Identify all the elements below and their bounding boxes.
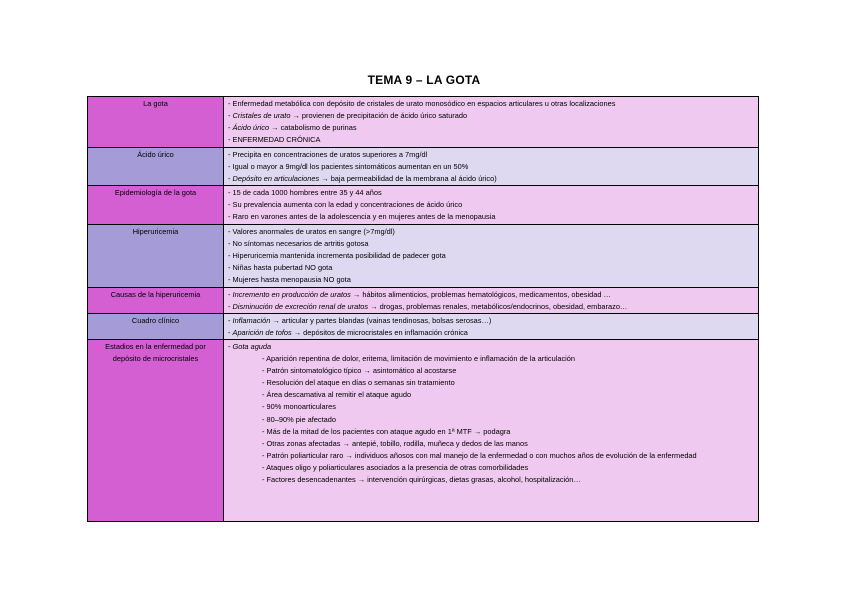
list-item: - Disminución de excreción renal de uratos → drogas, problemas renales, metabólicos/endocrinos, obesidad, embarazo… bbox=[228, 301, 628, 311]
list-item: - Patrón poliarticular raro → individuos añosos con mal manejo de la enfermedad o con muchos años de evolución de la enfermedad bbox=[262, 450, 697, 460]
list-item: - Resolución del ataque en días o semanas sin tratamiento bbox=[262, 378, 455, 388]
list-item: - Gota aguda bbox=[228, 341, 272, 351]
list-item: - Incremento en producción de uratos → hábitos alimenticios, problemas hematológicos, medicamentos, obesidad … bbox=[228, 289, 611, 299]
row-label: Hiperuricemia bbox=[88, 224, 224, 287]
list-item: - Área descamativa al remitir el ataque agudo bbox=[262, 390, 412, 400]
list-item: - 15 de cada 1000 hombres entre 35 y 44 años bbox=[228, 188, 382, 198]
list-item: - Patrón sintomatológico típico → asintomático al acostarse bbox=[262, 366, 457, 376]
list-item: - Depósito en articulaciones → baja permeabilidad de la membrana al ácido úrico) bbox=[228, 174, 497, 184]
row-content bbox=[224, 186, 759, 224]
list-item: - Más de la mitad de los pacientes con ataque agudo en 1ª MTF → podagra bbox=[262, 426, 511, 436]
table-row bbox=[88, 186, 759, 224]
list-item: - Igual o mayor a 9mg/dl los pacientes sintomáticos aumentan en un 50% bbox=[228, 162, 469, 172]
row-label: Ácido úrico bbox=[88, 148, 224, 186]
row-content bbox=[224, 339, 759, 521]
list-item: - Valores anormales de uratos en sangre (>7mg/dl) bbox=[228, 226, 395, 236]
list-item: - Hiperuricemia mantenida incrementa posibilidad de padecer gota bbox=[228, 250, 446, 260]
row-content bbox=[224, 224, 759, 287]
table-row bbox=[88, 97, 759, 148]
list-item: - Ácido úrico → catabolismo de purinas bbox=[228, 123, 357, 133]
gota-table bbox=[87, 96, 759, 522]
list-item: - Raro en varones antes de la adolescencia y en mujeres antes de la menopausia bbox=[228, 212, 496, 222]
table-row bbox=[88, 148, 759, 186]
table-row bbox=[88, 339, 759, 521]
table-row bbox=[88, 313, 759, 339]
list-item: - Niñas hasta pubertad NO gota bbox=[228, 262, 333, 272]
row-content bbox=[224, 287, 759, 313]
table-row bbox=[88, 224, 759, 287]
list-item: - 80–90% pie afectado bbox=[262, 414, 336, 424]
list-item: - Cristales de urato → provienen de precipitación de ácido úrico saturado bbox=[228, 111, 468, 121]
list-item: - Enfermedad metabólica con depósito de cristales de urato monosódico en espacios articulares u otras localizaciones bbox=[228, 99, 616, 108]
page-title: TEMA 9 – LA GOTA bbox=[367, 73, 481, 87]
row-label: Causas de la hiperuricemia bbox=[88, 287, 224, 313]
row-content bbox=[224, 313, 759, 339]
list-item: - 90% monoarticulares bbox=[262, 402, 336, 412]
row-label: Cuadro clínico bbox=[88, 313, 224, 339]
row-label: La gota bbox=[88, 97, 224, 148]
row-label: Estadios en la enfermedad por depósito de microcristales bbox=[88, 339, 224, 521]
list-item: - Otras zonas afectadas → antepié, tobillo, rodilla, muñeca y dedos de las manos bbox=[262, 438, 528, 448]
list-item: - ENFERMEDAD CRÓNICA bbox=[228, 135, 321, 145]
row-content bbox=[224, 148, 759, 186]
list-item: - Aparición de tofos → depósitos de microcristales en inflamación crónica bbox=[228, 327, 468, 337]
list-item: - Factores desencadenantes → intervención quirúrgicas, dietas grasas, alcohol, hospitalización… bbox=[262, 474, 581, 484]
table-row bbox=[88, 287, 759, 313]
list-item: - Mujeres hasta menopausia NO gota bbox=[228, 274, 351, 284]
row-label: Epidemiología de la gota bbox=[88, 186, 224, 224]
list-item: - Aparición repentina de dolor, eritema, limitación de movimiento e inflamación de la articulación bbox=[262, 354, 576, 364]
list-item: - Inflamación → articular y partes blandas (vainas tendinosas, bolsas serosas…) bbox=[228, 315, 492, 325]
list-item: - Ataques oligo y poliarticulares asociados a la presencia de otras comorbilidades bbox=[262, 462, 529, 472]
row-content bbox=[224, 97, 759, 148]
list-item: - Precipita en concentraciones de uratos superiores a 7mg/dl bbox=[228, 150, 428, 159]
list-item: - No síntomas necesarios de artritis gotosa bbox=[228, 238, 369, 248]
list-item: - Su prevalencia aumenta con la edad y concentraciones de ácido úrico bbox=[228, 200, 463, 210]
